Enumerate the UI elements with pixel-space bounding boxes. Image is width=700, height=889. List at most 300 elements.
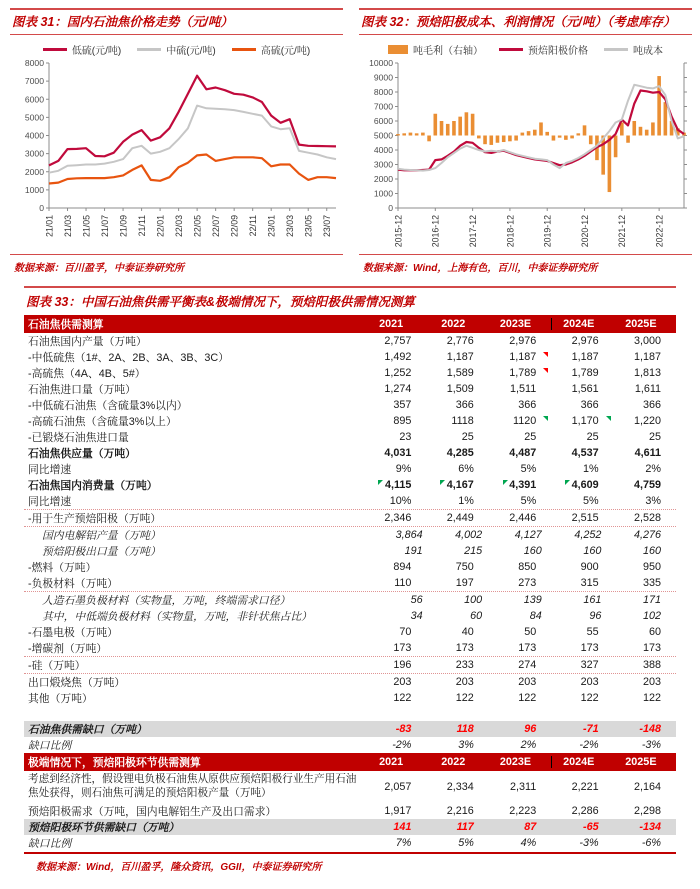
table-cell: 1,789	[489, 367, 551, 379]
table-cell: -71	[583, 723, 599, 736]
legend-swatch	[232, 48, 256, 51]
table-cell: 5%	[520, 463, 537, 476]
svg-text:3000: 3000	[373, 159, 393, 170]
table-cell: 1,561	[571, 383, 599, 396]
table-row	[24, 721, 676, 737]
figure-32-source: 数据来源：Wind，上海有色，百川，中泰证券研究所	[359, 254, 692, 276]
svg-text:0: 0	[38, 203, 44, 214]
row-label: -负极材料（万吨）	[28, 577, 118, 590]
legend-label: 低硫(元/吨)	[71, 45, 122, 57]
table-row	[24, 706, 676, 721]
table-cell: 2,216	[446, 805, 474, 818]
note-mark-redTR	[543, 368, 548, 373]
table-row	[24, 527, 676, 543]
legend-item	[137, 42, 215, 57]
table-cell: 4,115	[364, 479, 426, 491]
row-label: -中低硫焦（1#、2A、2B、3A、3B、3C）	[28, 351, 229, 364]
table-cell: 2,528	[634, 512, 662, 525]
table-cell: 122	[643, 692, 662, 705]
table-cell: 4,391	[489, 479, 551, 491]
row-label: 其中，中低端负极材料（实物量，万吨，非针状焦占比）	[42, 610, 312, 623]
legend-label: 吨毛利（右轴）	[413, 45, 483, 57]
table-cell: 4,487	[509, 447, 537, 460]
svg-text:22/07: 22/07	[210, 215, 221, 238]
table-cell: -2%	[579, 739, 599, 752]
table-cell: 171	[642, 594, 661, 607]
legend-label: 吨成本	[633, 45, 663, 57]
table-cell: 100	[464, 594, 483, 607]
table-cell: 2,334	[446, 781, 474, 794]
table-cell: 5%	[458, 837, 474, 850]
row-label: 人造石墨负极材料（实物量，万吨，终端需求口径）	[42, 594, 291, 607]
table-cell: 1,589	[446, 367, 474, 380]
table-cell: 2022	[441, 318, 466, 331]
table-cell: 5%	[520, 495, 537, 508]
row-label: 石油焦供需测算	[28, 318, 104, 331]
table-cell: 50	[524, 626, 537, 639]
table-cell: 25	[649, 431, 662, 444]
table-cell: 203	[455, 676, 474, 689]
legend-item	[499, 42, 588, 57]
figure-31-title: 图表 31：国内石油焦价格走势（元/吨）	[10, 8, 343, 35]
table-cell: 1,187	[571, 351, 599, 364]
svg-text:23/07: 23/07	[321, 215, 332, 238]
legend-swatch	[499, 48, 523, 51]
table-cell: 3,000	[634, 335, 662, 348]
table-cell: 25	[586, 431, 599, 444]
svg-text:23/03: 23/03	[284, 215, 295, 238]
svg-text:2021-12: 2021-12	[616, 215, 627, 248]
table-cell: 388	[643, 659, 662, 672]
table-cell: 1,187	[634, 351, 662, 364]
table-row	[24, 592, 676, 608]
svg-text:9000: 9000	[373, 72, 393, 83]
table-cell: 203	[393, 676, 412, 689]
svg-text:2017-12: 2017-12	[467, 215, 478, 248]
table-cell: 2,976	[509, 335, 537, 348]
row-label: 国内电解铝产量（万吨）	[42, 529, 161, 542]
table-row	[24, 771, 676, 803]
row-label: 石油焦供需缺口（万吨）	[28, 723, 147, 736]
svg-text:8000: 8000	[373, 87, 393, 98]
row-label: -石墨电极（万吨）	[28, 626, 118, 639]
row-label: 预焙阳极需求（万吨，国内电解铝生产及出口需求）	[28, 805, 277, 818]
table-cell: 4,611	[634, 447, 662, 460]
table-cell: 4,167	[426, 479, 488, 491]
table-cell: -3%	[641, 739, 662, 752]
table-cell: -83	[395, 723, 412, 736]
svg-text:22/09: 22/09	[229, 215, 240, 238]
legend-item	[232, 42, 310, 57]
table-cell: 1,252	[384, 367, 412, 380]
row-label: -已锻烧石油焦进口量	[28, 431, 129, 444]
svg-text:1000: 1000	[24, 185, 44, 196]
table-cell: 1,274	[384, 383, 412, 396]
table-cell: 96	[589, 610, 602, 623]
note-mark-greenTR	[543, 416, 548, 421]
table-cell: 2,057	[384, 781, 412, 794]
svg-text:21/11: 21/11	[136, 215, 147, 237]
table-cell: 4,285	[446, 447, 474, 460]
table-cell: 366	[580, 399, 599, 412]
table-cell: 1,187	[446, 351, 474, 364]
table-cell: 2023E	[499, 756, 532, 769]
table-cell: 2%	[645, 463, 662, 476]
figure-31	[10, 8, 343, 276]
table-cell: 2023E	[499, 318, 532, 331]
table-cell: 273	[518, 577, 537, 590]
table-row	[24, 543, 676, 559]
table-cell: 895	[393, 415, 412, 428]
row-label: 考虑到经济性，假设锂电负极石油焦从原供应预焙阳极行业生产用石油焦处获得，则石油焦可满足的预焙阳极产量（万吨）	[28, 773, 357, 800]
table-cell: 315	[580, 577, 599, 590]
table-cell: 1,511	[510, 383, 537, 396]
table-cell: 2025E	[625, 756, 657, 769]
table-cell: 2,446	[509, 512, 537, 525]
svg-text:21/03: 21/03	[62, 215, 73, 238]
table-row	[24, 333, 676, 349]
table-row	[24, 477, 676, 493]
table-cell: 2,164	[634, 781, 662, 794]
table-cell: 233	[455, 659, 474, 672]
table-cell: -3%	[579, 837, 599, 850]
table-cell: 215	[464, 545, 483, 558]
table-cell: 3%	[458, 739, 474, 752]
table-row	[24, 429, 676, 445]
table-cell: 6%	[458, 463, 474, 476]
row-label: -中低硫石油焦（含硫量3%以内）	[28, 399, 188, 412]
table-cell: 40	[461, 626, 474, 639]
table-row	[24, 445, 676, 461]
table-cell: 60	[649, 626, 662, 639]
table-row	[24, 559, 676, 575]
legend-swatch	[604, 48, 628, 51]
table-row	[24, 349, 676, 365]
legend-label: 高硫(元/吨)	[260, 45, 311, 57]
table-cell: 366	[643, 399, 662, 412]
table-cell: 160	[523, 545, 542, 558]
table-cell: 4,759	[634, 479, 662, 492]
table-cell: 1%	[583, 463, 599, 476]
svg-text:22/03: 22/03	[173, 215, 184, 238]
table-cell: 191	[404, 545, 423, 558]
note-mark-greenTL	[378, 480, 383, 485]
table-cell: 3%	[645, 495, 662, 508]
table-cell: 141	[393, 821, 412, 834]
row-label: -高硫焦（4A、4B、5#）	[28, 367, 146, 380]
table-cell: 25	[524, 431, 537, 444]
svg-text:10000: 10000	[368, 58, 393, 69]
legend-swatch	[137, 48, 161, 51]
petcoke-price-chart	[12, 58, 342, 254]
table-cell: 2,757	[384, 335, 412, 348]
table-row	[24, 624, 676, 640]
legend-swatch	[388, 45, 408, 54]
table-cell: 173	[643, 642, 662, 655]
svg-text:2015-12: 2015-12	[392, 215, 403, 248]
table-row	[24, 690, 676, 706]
table-cell: 139	[523, 594, 542, 607]
table-cell: 2021	[379, 756, 404, 769]
legend-item	[604, 42, 663, 57]
note-mark-redTR	[543, 352, 548, 357]
svg-text:7000: 7000	[24, 76, 44, 87]
table-section-header-row	[24, 753, 676, 771]
table-cell: 55	[586, 626, 599, 639]
row-label: 石油焦国内消费量（万吨）	[28, 479, 158, 492]
row-label: 缺口比例	[28, 837, 72, 850]
table-cell: 173	[455, 642, 474, 655]
table-cell: -6%	[641, 837, 662, 850]
row-label: 同比增速	[28, 463, 72, 476]
row-label: -燃料（万吨）	[28, 561, 97, 574]
table-cell: 122	[455, 692, 474, 705]
table-cell: 274	[518, 659, 537, 672]
table-cell: 1118	[451, 415, 474, 428]
table-row	[24, 608, 676, 624]
table-row	[24, 397, 676, 413]
table-cell: 118	[456, 723, 474, 736]
svg-text:4000: 4000	[373, 145, 393, 156]
legend-label: 中硫(元/吨)	[166, 45, 216, 57]
table-cell: 366	[518, 399, 537, 412]
table-cell: 70	[399, 626, 412, 639]
table-cell: 1,220	[634, 415, 662, 428]
table-cell: 2,449	[446, 512, 474, 525]
svg-text:21/01: 21/01	[43, 215, 54, 238]
svg-text:2020-12: 2020-12	[579, 215, 590, 248]
row-label: 预焙阳极环节供需缺口（万吨）	[28, 821, 180, 834]
svg-text:22/01: 22/01	[154, 215, 165, 238]
table-cell: 2,286	[571, 805, 599, 818]
table-cell: 2,223	[509, 805, 537, 818]
row-label: 石油焦进口量（万吨）	[28, 383, 136, 396]
table-row	[24, 413, 676, 429]
table-cell: 894	[393, 561, 412, 574]
figure-31-legend	[10, 40, 343, 58]
table-cell: 1120	[489, 415, 551, 427]
table-cell: 23	[399, 431, 412, 444]
row-label: -高硫石油焦（含硫量3%以上）	[28, 415, 177, 428]
table-cell: 87	[524, 821, 537, 834]
table-row	[24, 674, 676, 690]
svg-text:22/05: 22/05	[192, 215, 203, 238]
svg-text:4000: 4000	[24, 130, 44, 141]
table-cell: 102	[642, 610, 661, 623]
table-cell: 122	[518, 692, 537, 705]
svg-text:2022-12: 2022-12	[654, 215, 665, 248]
table-cell: 4%	[520, 837, 537, 850]
table-row	[24, 510, 676, 527]
table-cell: 335	[643, 577, 662, 590]
table-cell: 122	[393, 692, 412, 705]
note-mark-greenTR	[606, 416, 611, 421]
table-cell: 357	[393, 399, 412, 412]
table-cell: 110	[394, 577, 412, 590]
table-row	[24, 819, 676, 835]
row-label: -用于生产预焙阳极（万吨）	[28, 512, 162, 525]
table-cell: 4,127	[514, 529, 542, 542]
table-cell: -148	[639, 723, 662, 736]
table-cell: 34	[410, 610, 423, 623]
figure-32	[359, 8, 692, 276]
figure-31-source: 数据来源：百川盈孚，中泰证券研究所	[10, 254, 343, 276]
table-cell: 2,976	[571, 335, 599, 348]
table-cell: 9%	[395, 463, 412, 476]
table-cell: 1,789	[571, 367, 599, 380]
table-cell: 4,609	[551, 479, 613, 491]
table-cell: -65	[583, 821, 599, 834]
legend-label: 预焙阳极价格	[528, 45, 588, 57]
figure-32-legend	[359, 40, 692, 58]
table-cell: 2024E	[551, 318, 614, 330]
svg-text:5000: 5000	[373, 130, 393, 141]
table-cell: 2,515	[571, 512, 599, 525]
row-label: 石油焦供应量（万吨）	[28, 447, 136, 460]
table-cell: 7%	[395, 837, 412, 850]
legend-item	[388, 42, 483, 57]
table-cell: 1,813	[634, 367, 662, 380]
table-cell: 56	[410, 594, 423, 607]
table-row	[24, 575, 676, 592]
note-mark-greenTL	[565, 480, 570, 485]
svg-text:6000: 6000	[24, 94, 44, 105]
svg-text:7000: 7000	[373, 101, 393, 112]
table-cell: 4,002	[455, 529, 483, 542]
table-header-row	[24, 315, 676, 333]
table-row	[24, 461, 676, 477]
table-cell: 1,509	[446, 383, 474, 396]
table-row	[24, 365, 676, 381]
table-cell: 4,252	[574, 529, 602, 542]
svg-text:21/07: 21/07	[99, 215, 110, 238]
table-cell: 84	[529, 610, 542, 623]
table-cell: 25	[461, 431, 474, 444]
table-cell: 4,276	[633, 529, 661, 542]
table-cell: 2,298	[634, 805, 662, 818]
legend-swatch	[43, 48, 67, 51]
legend-item	[43, 42, 121, 57]
row-label: 缺口比例	[28, 739, 72, 752]
row-label: -硅（万吨）	[28, 659, 86, 672]
table-cell: 203	[518, 676, 537, 689]
svg-text:22/11: 22/11	[247, 215, 258, 237]
table-row	[24, 803, 676, 819]
figure-33-table	[24, 286, 676, 875]
table-cell: 2022	[441, 756, 466, 769]
svg-text:21/09: 21/09	[117, 215, 128, 238]
svg-text:8000: 8000	[24, 58, 44, 69]
table-cell: 1,170	[551, 415, 613, 427]
table-cell: 122	[580, 692, 599, 705]
table-cell: 161	[583, 594, 602, 607]
table-cell: 900	[580, 561, 599, 574]
table-cell: 173	[393, 642, 412, 655]
svg-text:1000: 1000	[373, 188, 393, 199]
table-cell: 203	[580, 676, 599, 689]
row-label: 极端情况下，预焙阳极环节供需测算	[28, 756, 201, 769]
table-row	[24, 657, 676, 674]
svg-text:2000: 2000	[373, 174, 393, 185]
note-mark-greenTL	[440, 480, 445, 485]
svg-text:5000: 5000	[24, 112, 44, 123]
table-row	[24, 835, 676, 851]
anode-cost-profit-chart	[361, 58, 691, 254]
svg-text:0: 0	[387, 203, 393, 214]
table-cell: 950	[643, 561, 662, 574]
table-cell: 196	[393, 659, 412, 672]
figures-row	[0, 0, 700, 276]
supply-demand-table	[24, 315, 676, 851]
svg-text:21/05: 21/05	[80, 215, 91, 238]
table-cell: -2%	[392, 739, 412, 752]
row-label: 预焙阳极出口量（万吨）	[42, 545, 161, 558]
table-cell: 117	[456, 821, 474, 834]
figure-33-source: 数据来源：Wind，百川盈孚，隆众资讯，GGII，中泰证券研究所	[24, 852, 676, 875]
table-cell: 160	[642, 545, 661, 558]
table-cell: 327	[580, 659, 599, 672]
table-cell: 2,346	[384, 512, 412, 525]
table-cell: 10%	[389, 495, 412, 508]
table-cell: 1,187	[489, 351, 551, 363]
note-mark-greenTL	[503, 480, 508, 485]
table-cell: 173	[518, 642, 537, 655]
row-label: 同比增速	[28, 495, 72, 508]
table-cell: 96	[524, 723, 537, 736]
table-cell: 2%	[520, 739, 537, 752]
table-cell: 2,221	[571, 781, 599, 794]
figure-33-title: 图表 33：中国石油焦供需平衡表&极端情况下，预焙阳极供需情况测算	[24, 286, 676, 315]
table-row	[24, 381, 676, 397]
table-cell: 203	[643, 676, 662, 689]
svg-text:2016-12: 2016-12	[430, 215, 441, 248]
svg-text:23/01: 23/01	[266, 215, 277, 238]
figure-32-title: 图表 32：预焙阳极成本、利润情况（元/吨）（考虑库存）	[359, 8, 692, 35]
svg-text:2000: 2000	[24, 167, 44, 177]
table-cell: 5%	[583, 495, 599, 508]
table-cell: 2021	[379, 318, 404, 331]
table-cell: 2024E	[551, 756, 614, 768]
table-cell: 173	[580, 642, 599, 655]
svg-text:3000: 3000	[24, 148, 44, 159]
table-cell: 366	[455, 399, 474, 412]
table-cell: 160	[583, 545, 602, 558]
table-cell: 850	[518, 561, 537, 574]
svg-text:2019-12: 2019-12	[542, 215, 553, 248]
table-cell: -134	[639, 821, 662, 834]
table-cell: 3,864	[395, 529, 423, 542]
table-cell: 1,611	[634, 383, 662, 396]
table-cell: 4,537	[571, 447, 599, 460]
table-cell: 2,311	[510, 781, 537, 794]
table-row	[24, 640, 676, 657]
table-cell: 750	[455, 561, 474, 574]
row-label: -增碳剂（万吨）	[28, 642, 108, 655]
table-row	[24, 493, 676, 510]
table-cell: 2,776	[446, 335, 474, 348]
table-cell: 1,917	[384, 805, 412, 818]
table-row	[24, 737, 676, 753]
row-label: 石油焦国内产量（万吨）	[28, 335, 147, 348]
table-cell: 1%	[458, 495, 474, 508]
svg-text:6000: 6000	[373, 116, 393, 127]
svg-text:23/05: 23/05	[303, 215, 314, 238]
table-cell: 60	[470, 610, 483, 623]
table-cell: 197	[455, 577, 474, 590]
row-label: 其他（万吨）	[28, 692, 93, 705]
table-cell: 2025E	[625, 318, 657, 331]
table-cell: 1,492	[384, 351, 412, 364]
